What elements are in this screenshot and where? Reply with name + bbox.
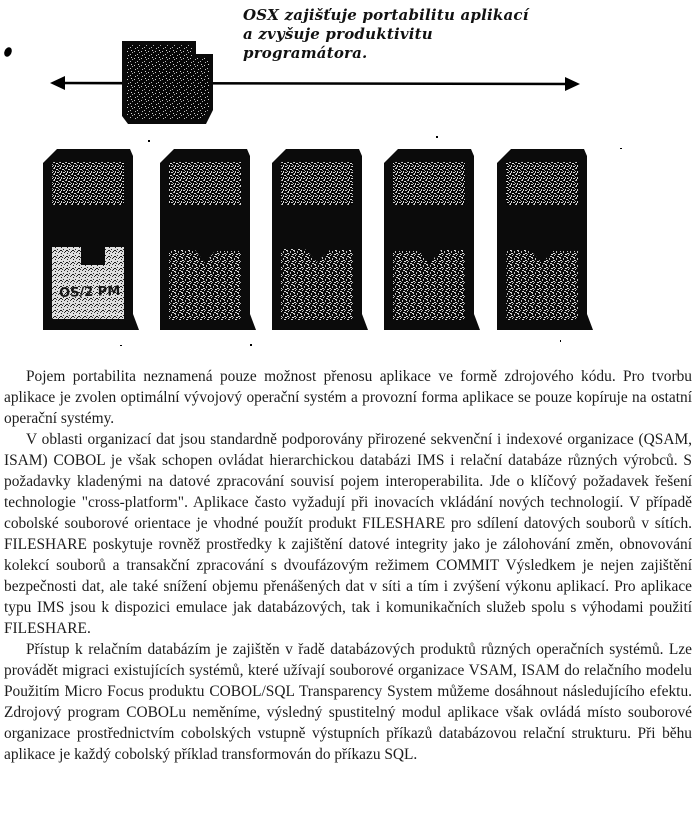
ink-speck	[3, 46, 14, 58]
caption-line-1: OSX zajišťuje portabilitu aplikací	[243, 6, 529, 24]
platform-box	[43, 149, 139, 330]
paragraph: V oblasti organizací dat jsou standardně podporovány přirozené sekvenční i indexové organizace (QSAM, ISAM) COBOL je však schopen ovládat hierarchickou databázi IMS i relační databáze různých výrobců. S požadavky kladenými na datové zpracování souvisí pojem interoperabilita. Jde o klíčový požadavek řešení technologie "cross-platform". Aplikace často vyžadují při inovacích vkládání nových technologií. V případě cobolské souborové orientace je vhodné použít produkt FILESHARE pro sdílení datových souborů v sítích. FILESHARE poskytuje rovněž prostředky k zajištění datové integrity jako je zálohování změn, obnovování kolekcí souborů a transakční zpracování s dvoufázovým režimem COMMIT Výsledkem je nejen zajištění bezpečnosti dat, ale také snížení objemu přenášených dat v síti a tím i zvýšení výkonu aplikací. Pro aplikace typu IMS jsou k dispozici emulace jak databázových, tak i komunikačních služeb spolu s výhodami použití FILESHARE.	[4, 431, 692, 637]
caption-line-2: a zvyšuje produktivitu programátora.	[243, 25, 433, 62]
osx-cube	[122, 41, 213, 124]
paragraph: Pojem portabilita neznamená pouze možnost přenosu aplikace ve formě zdrojového kódu. Pro tvorbu aplikace je zvolen optimální vývojový operační systém a provozní forma aplikace se pouze kopíruje na ostatní operační systémy.	[4, 368, 692, 427]
platform-box-label: OS/2 PM	[58, 283, 121, 302]
document-body	[4, 366, 692, 765]
platform-box	[160, 149, 256, 330]
platform-box	[384, 149, 480, 330]
platform-box	[272, 149, 368, 330]
figure-caption	[243, 6, 543, 63]
paragraph: Přístup k relačním databázím je zajištěn v řadě databázových produktů různých operačních systémů. Lze provádět migraci existujících systémů, které užívají souborové organizace VSAM, ISAM do relačního modelu Použitím Micro Focus produktu COBOL/SQL Transparency System můžeme dosáhnout následujícího efektu. Zdrojový program COBOLu neměníme, výsledný spustitelný modul aplikace však ovládá místo souborové organizace prostřednictvím cobolských vstupně výstupních příkazů databázovou relační strukturu. Při běhu aplikace je každý cobolský příklad transformován do příkazu SQL.	[4, 641, 692, 763]
platform-box	[497, 149, 593, 330]
